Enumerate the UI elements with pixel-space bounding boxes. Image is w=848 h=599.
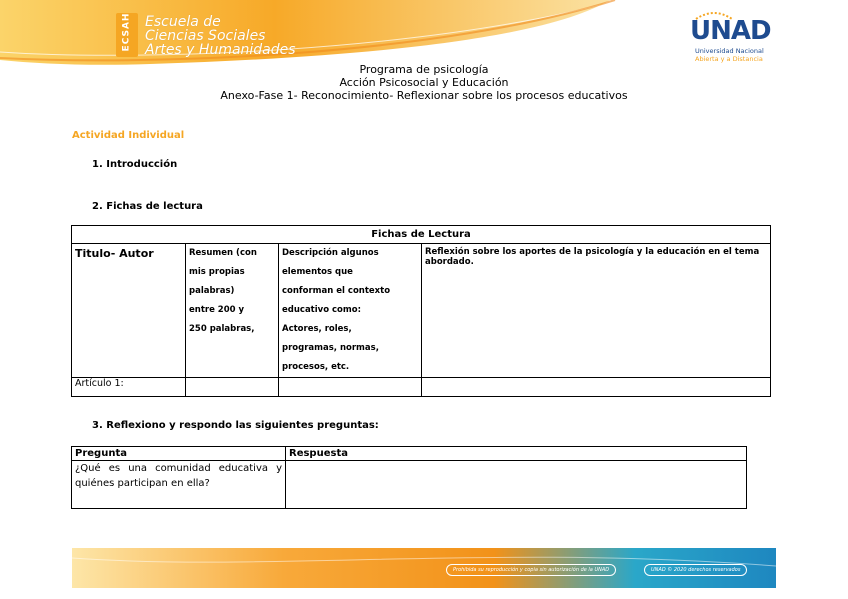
title-course: Acción Psicosocial y Educación: [339, 76, 509, 89]
ecsah-badge: [116, 13, 138, 57]
section-preguntas: 3. Reflexiono y respondo las siguientes preguntas:: [92, 420, 379, 431]
header-descripcion-line: programas, normas,: [282, 343, 379, 353]
school-line-2: Ciencias Sociales: [145, 28, 266, 44]
header-resumen: [186, 244, 279, 378]
title-program: Programa de psicología: [359, 63, 489, 76]
header-resumen-line: mis propias: [189, 267, 245, 277]
header-descripcion-line: conforman el contexto: [282, 286, 391, 296]
header-resumen-line: palabras): [189, 286, 235, 296]
actividad-heading: Actividad Individual: [72, 130, 185, 141]
section-fichas: 2. Fichas de lectura: [92, 201, 203, 212]
fichas-title: Fichas de Lectura: [72, 226, 771, 244]
header-resumen-line: entre 200 y: [189, 305, 245, 315]
fichas-table: [71, 225, 771, 397]
footer-banner: [72, 548, 776, 588]
cell-pregunta-1: ¿Qué es una comunidad educativa y quiénes participan en ella?: [72, 461, 286, 509]
preguntas-header-row: [72, 447, 747, 461]
school-line-3: Artes y Humanidades: [145, 42, 296, 58]
section-introduccion: 1. Introducción: [92, 159, 178, 170]
cell-respuesta-1[interactable]: [286, 461, 747, 509]
header-descripcion-line: educativo como:: [282, 305, 361, 315]
footer-copyright-notice: Prohibida su reproducción y copia sin autorización de la UNAD: [446, 564, 616, 576]
header-titulo-autor: Titulo- Autor: [72, 244, 186, 378]
table-row: [72, 461, 747, 509]
logo-subtitle-1: Universidad Nacional: [695, 47, 764, 55]
cell-articulo-1[interactable]: Artículo 1:: [72, 378, 186, 397]
preguntas-table: [71, 446, 747, 509]
title-annex: Anexo-Fase 1- Reconocimiento- Reflexionar sobre los procesos educativos: [220, 89, 628, 102]
header-respuesta: Respuesta: [286, 447, 747, 461]
cell-descripcion-1[interactable]: [279, 378, 422, 397]
header-descripcion-line: elementos que: [282, 267, 353, 277]
header-resumen-line: 250 palabras,: [189, 324, 255, 334]
cell-resumen-1[interactable]: [186, 378, 279, 397]
unad-logo: [690, 14, 780, 66]
header-pregunta: Pregunta: [72, 447, 286, 461]
cell-reflexion-1[interactable]: [422, 378, 771, 397]
header-descripcion-line: Descripción algunos: [282, 248, 379, 258]
fichas-header-row: [72, 244, 771, 378]
logo-wordmark: UNAD: [690, 16, 771, 46]
school-line-1: Escuela de: [145, 14, 221, 30]
logo-subtitle-2: Abierta y a Distancia: [695, 55, 763, 63]
header-descripcion: [279, 244, 422, 378]
header-descripcion-line: Actores, roles,: [282, 324, 352, 334]
table-row: [72, 378, 771, 397]
header-descripcion-line: procesos, etc.: [282, 362, 350, 372]
header-resumen-line: Resumen (con: [189, 248, 257, 258]
ecsah-text: ECSAH: [121, 12, 132, 52]
header-reflexion: Reflexión sobre los aportes de la psicología y la educación en el tema abordado.: [422, 244, 771, 378]
footer-rights: UNAD © 2020 derechos reservados: [644, 564, 747, 576]
fichas-title-row: [72, 226, 771, 244]
